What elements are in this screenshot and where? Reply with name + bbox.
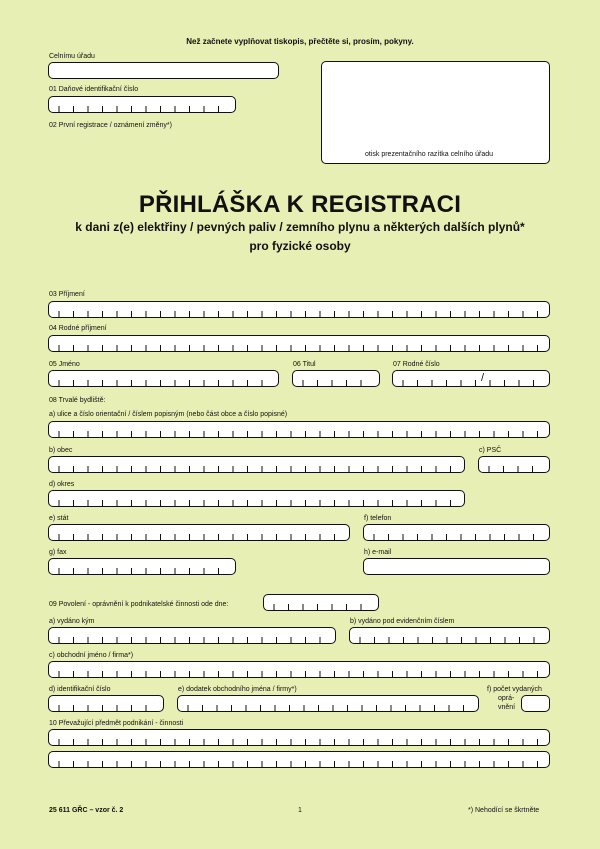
- ulice-field[interactable]: [48, 421, 550, 438]
- dic-field[interactable]: [48, 96, 236, 113]
- jmeno-field[interactable]: [48, 370, 279, 387]
- instruction-note: Než začnete vyplňovat tiskopis, přečtěte si, prosím, pokyny.: [186, 37, 414, 46]
- comb-ticks: [49, 730, 549, 745]
- footnote: *) Nehodící se škrtněte: [468, 807, 540, 814]
- comb-ticks: [49, 696, 163, 711]
- obec-label: b) obec: [49, 447, 73, 454]
- povoleni-date-field[interactable]: [263, 594, 379, 611]
- predmet-field-line1[interactable]: [48, 729, 550, 746]
- titul-label: 06 Titul: [293, 361, 316, 368]
- form-title: PŘIHLÁŠKA K REGISTRACI: [138, 191, 462, 218]
- form-subtitle-line2: pro fyzické osoby: [249, 239, 351, 253]
- povoleni-label: 09 Povolení - oprávnění k podnikatelské činnosti ode dne:: [49, 601, 229, 608]
- rodne-cislo-field[interactable]: [392, 370, 550, 387]
- obchodni-jmeno-field[interactable]: [48, 661, 550, 678]
- dic-label: 01 Daňové identifikační číslo: [49, 86, 139, 93]
- comb-ticks: [293, 371, 379, 386]
- comb-ticks: [49, 752, 549, 767]
- titul-field[interactable]: [292, 370, 380, 387]
- comb-ticks: [49, 457, 464, 472]
- prijmeni-label: 03 Příjmení: [49, 291, 85, 298]
- comb-ticks: [264, 595, 378, 610]
- vydano-kym-field[interactable]: [48, 627, 336, 644]
- vydano-pod-field[interactable]: [349, 627, 550, 644]
- comb-ticks: [364, 525, 549, 540]
- prijmeni-field[interactable]: [48, 301, 550, 318]
- comb-ticks: [479, 457, 549, 472]
- pocet-label-line3: vnění: [498, 704, 516, 711]
- telefon-field[interactable]: [363, 524, 550, 541]
- comb-ticks: [49, 628, 335, 643]
- obchodni-jmeno-label: c) obchodní jméno / firma*): [49, 652, 134, 659]
- vydano-pod-label: b) vydáno pod evidenčním číslem: [350, 618, 455, 625]
- form-subtitle-line1: k dani z(e) elektřiny / pevných paliv / zemního plynu a některých dalších plynů*: [75, 220, 525, 234]
- rodne-prijmeni-label: 04 Rodné příjmení: [49, 325, 107, 332]
- email-field[interactable]: [363, 558, 550, 575]
- dodatek-field[interactable]: [177, 695, 479, 712]
- fax-label: g) fax: [49, 549, 67, 556]
- dodatek-label: e) dodatek obchodního jména / firmy*): [178, 686, 297, 693]
- comb-ticks: [350, 628, 549, 643]
- comb-ticks: [49, 336, 549, 351]
- pocet-label-line2: oprá-: [498, 695, 515, 702]
- stamp-box: [321, 61, 550, 164]
- okres-field[interactable]: [48, 490, 465, 507]
- registrace-label: 02 První registrace / oznámení změny*): [49, 122, 172, 129]
- celni-urad-field[interactable]: [48, 62, 279, 79]
- stat-label: e) stát: [49, 515, 69, 522]
- comb-ticks: [178, 696, 478, 711]
- jmeno-label: 05 Jméno: [49, 361, 80, 368]
- pocet-field[interactable]: [521, 695, 550, 712]
- rodne-cislo-label: 07 Rodné číslo: [393, 361, 440, 368]
- ic-field[interactable]: [48, 695, 164, 712]
- fax-field[interactable]: [48, 558, 236, 575]
- comb-ticks: [49, 559, 235, 574]
- stat-field[interactable]: [48, 524, 350, 541]
- comb-ticks: [49, 97, 235, 112]
- stamp-caption: otisk prezentačního razítka celního úřadu: [365, 151, 494, 158]
- vydano-kym-label: a) vydáno kým: [49, 618, 95, 625]
- bydliste-label: 08 Trvalé bydliště:: [49, 397, 106, 404]
- ic-label: d) identifikační číslo: [49, 686, 111, 693]
- celni-urad-label: Celnímu úřadu: [49, 53, 95, 60]
- predmet-field-line2[interactable]: [48, 751, 550, 768]
- comb-ticks: [49, 491, 464, 506]
- comb-ticks: [49, 525, 349, 540]
- page-number: 1: [298, 807, 302, 814]
- psc-label: c) PSČ: [479, 447, 502, 454]
- okres-label: d) okres: [49, 481, 75, 488]
- comb-ticks: [49, 302, 549, 317]
- comb-ticks: [393, 371, 549, 386]
- rodne-cislo-slash: /: [481, 372, 485, 384]
- predmet-label: 10 Převažující předmět podnikání - činnosti: [49, 720, 184, 727]
- ulice-label: a) ulice a číslo orientační / číslem popisným (nebo část obce a číslo popisné): [49, 411, 288, 418]
- obec-field[interactable]: [48, 456, 465, 473]
- comb-ticks: [49, 422, 549, 437]
- email-label: h) e-mail: [364, 549, 392, 556]
- form-code: 25 611 GŘC – vzor č. 2: [49, 807, 124, 814]
- comb-ticks: [49, 662, 549, 677]
- telefon-label: f) telefon: [364, 515, 392, 522]
- psc-field[interactable]: [478, 456, 550, 473]
- comb-ticks: [49, 371, 278, 386]
- rodne-prijmeni-field[interactable]: [48, 335, 550, 352]
- pocet-label-line1: f) počet vydaných: [487, 686, 542, 693]
